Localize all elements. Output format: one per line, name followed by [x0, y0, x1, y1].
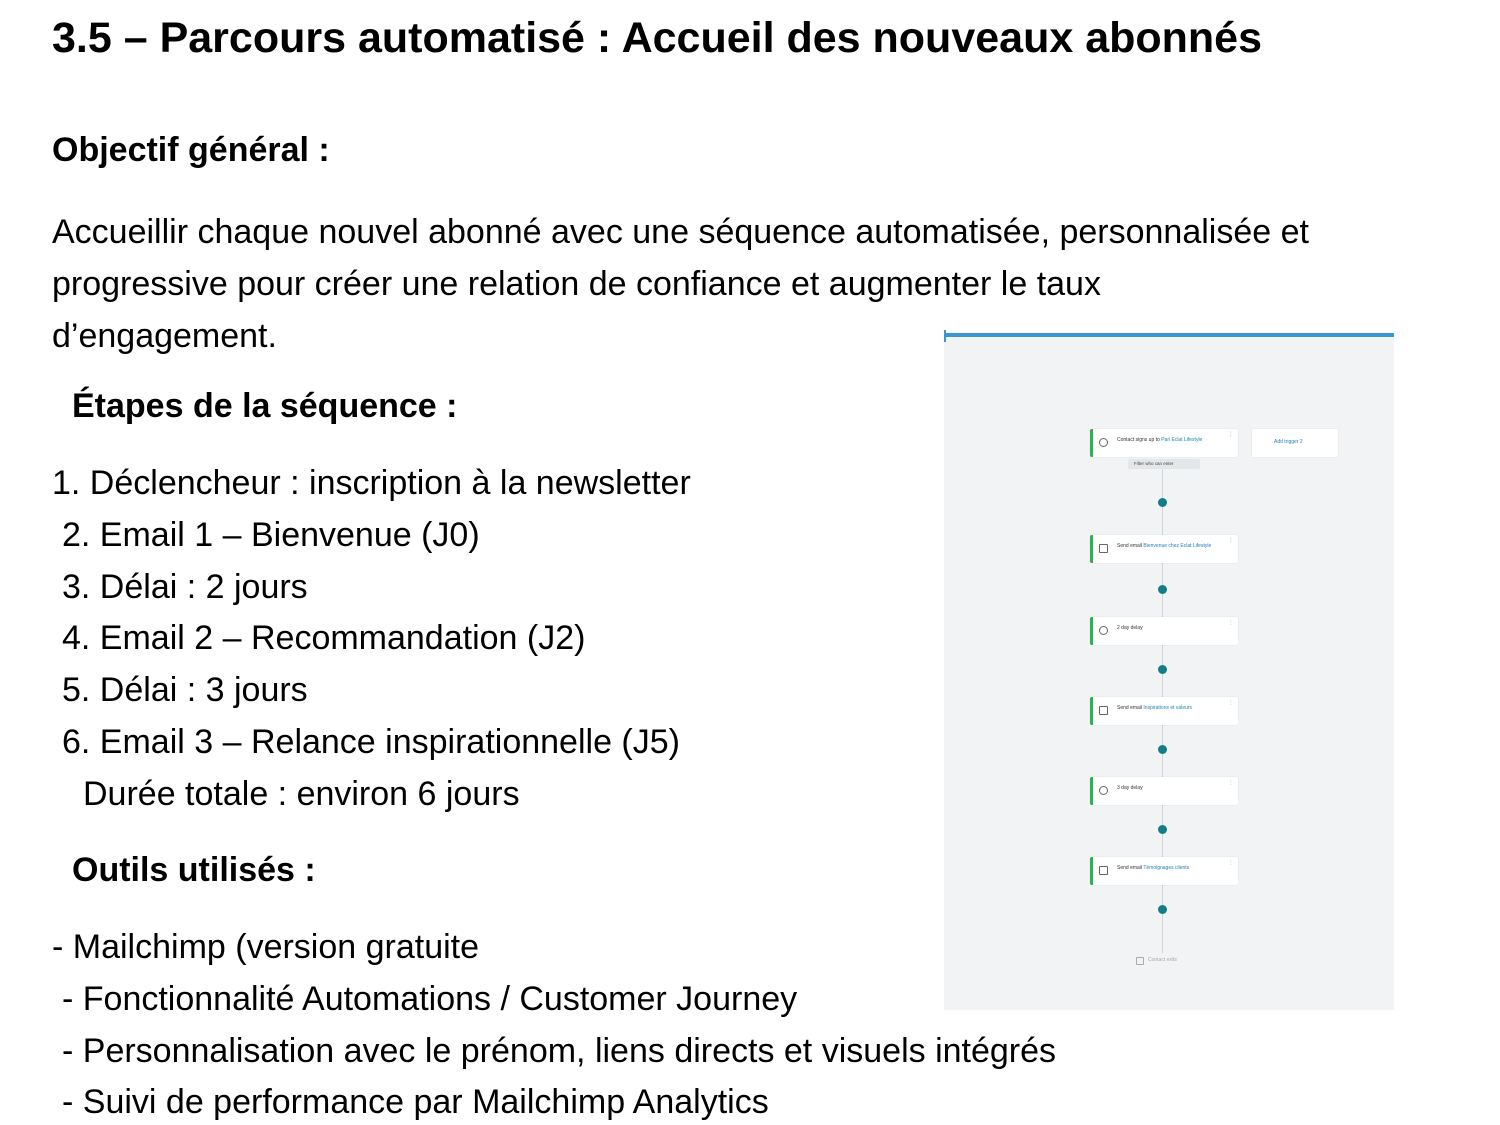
tool-item: - Personnalisation avec le prénom, liens directs et visuels intégrés [62, 1032, 1057, 1070]
screenshot-top-bar [944, 333, 1394, 337]
journey-email-card[interactable] [1090, 857, 1238, 885]
screenshot-top-bar-cap [944, 330, 946, 342]
email-icon [1099, 706, 1108, 715]
journey-email-card[interactable] [1090, 697, 1238, 725]
clock-icon [1099, 786, 1108, 795]
journey-node-label: Send email Inspirations et valeurs [1117, 705, 1193, 711]
trigger-icon [1099, 438, 1108, 447]
customer-journey-screenshot [944, 333, 1394, 1010]
journey-delay-card[interactable] [1090, 617, 1238, 645]
objective-heading: Objectif général : [52, 131, 330, 169]
step-item: 1. Déclencheur : inscription à la newsletter [52, 464, 691, 502]
more-options-icon[interactable]: ⋮ [1228, 432, 1234, 438]
more-options-icon[interactable]: ⋮ [1228, 860, 1234, 866]
objective-line: progressive pour créer une relation de confiance et augmenter le taux [52, 265, 1101, 303]
journey-node-label: 3 day delay [1117, 785, 1143, 791]
trigger-label: Contact signs up to Pari Eclat Lifestyle [1117, 437, 1203, 443]
step-item: 3. Délai : 2 jours [62, 568, 308, 606]
add-step-dot[interactable] [1158, 498, 1167, 507]
journey-node-label: Send email Bienvenue chez Eclat Lifestyle [1117, 543, 1212, 549]
tool-item: - Suivi de performance par Mailchimp Analytics [62, 1083, 769, 1121]
objective-line: Accueillir chaque nouvel abonné avec une séquence automatisée, personnalisée et [52, 213, 1309, 251]
more-options-icon[interactable]: ⋮ [1228, 700, 1234, 706]
add-step-dot[interactable] [1158, 745, 1167, 754]
total-duration: Durée totale : environ 6 jours [83, 775, 520, 813]
step-item: 6. Email 3 – Relance inspirationnelle (J5) [62, 723, 680, 761]
add-trigger-button[interactable]: Add trigger 2 [1252, 429, 1338, 457]
more-options-icon[interactable]: ⋮ [1228, 538, 1234, 544]
add-step-dot[interactable] [1158, 905, 1167, 914]
tool-item: - Mailchimp (version gratuite [52, 928, 480, 966]
tool-item: - Fonctionnalité Automations / Customer Journey [62, 980, 798, 1018]
journey-delay-card[interactable] [1090, 777, 1238, 805]
step-item: 5. Délai : 3 jours [62, 671, 308, 709]
step-item: 2. Email 1 – Bienvenue (J0) [62, 516, 480, 554]
more-options-icon[interactable]: ⋮ [1228, 620, 1234, 626]
more-options-icon[interactable]: ⋮ [1228, 780, 1234, 786]
add-step-dot[interactable] [1158, 825, 1167, 834]
journey-node-label: 2 day delay [1117, 625, 1143, 631]
clock-icon [1099, 626, 1108, 635]
step-item: 4. Email 2 – Recommandation (J2) [62, 619, 586, 657]
steps-heading: Étapes de la séquence : [72, 387, 458, 425]
email-icon [1099, 544, 1108, 553]
journey-email-card[interactable] [1090, 535, 1238, 563]
filter-entry-button[interactable]: Filter who can enter [1128, 459, 1200, 469]
exit-icon [1136, 957, 1144, 965]
journey-trigger-card[interactable] [1090, 429, 1238, 457]
tools-heading: Outils utilisés : [72, 851, 316, 889]
journey-node-label: Send email Témoignages clients [1117, 865, 1190, 871]
add-step-dot[interactable] [1158, 585, 1167, 594]
contact-exits-node: Contact exits [1136, 955, 1196, 967]
page-title: 3.5 – Parcours automatisé : Accueil des nouveaux abonnés [52, 14, 1263, 62]
objective-line: d’engagement. [52, 317, 277, 355]
email-icon [1099, 866, 1108, 875]
add-step-dot[interactable] [1158, 665, 1167, 674]
